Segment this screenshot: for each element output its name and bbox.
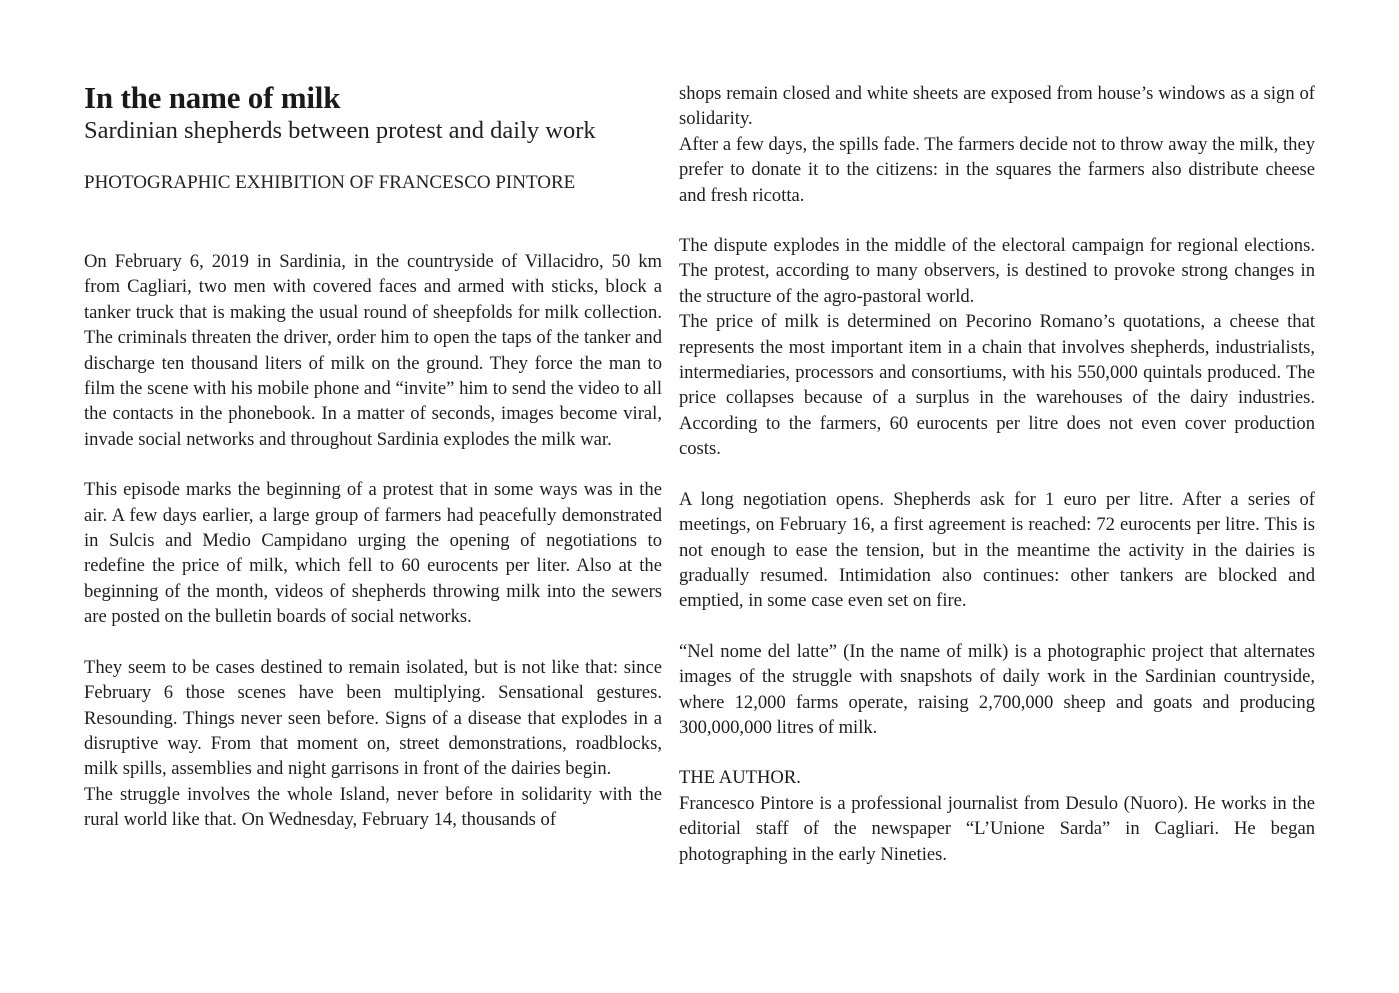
- paragraph-protest-beginning: This episode marks the beginning of a protest that in some ways was in the air. A few days earlier, a large group of farmers had peacefully demonstrated in Sulcis and Medio Campidano urging the opening of negotiations to redefine the price of milk, which fell to 60 eurocents per liter. Also at the beginning of the month, videos of shepherds throwing milk into the sewers are posted on the bulletin boards of social networks.: [84, 479, 662, 628]
- author-heading: THE AUTHOR.: [679, 767, 801, 789]
- paragraph-project: “Nel nome del latte” (In the name of milk) is a photographic project that alternates images of the struggle with snapshots of daily work in the Sardinian countryside, where 12,000 farms operate, raising 2,700,000 sheep and goats and producing 300,000,000 litres of milk.: [679, 640, 1315, 738]
- paragraph-cases: They seem to be cases destined to remain isolated, but is not like that: since February 6 those scenes have been multiplying. Sensational gestures. Resounding. Things never seen before. Signs of a disease that explodes in a disruptive way. From that moment on, street demonstrations, roadblocks, milk spills, assemblies and night garrisons in front of the dairies begin.: [84, 656, 662, 780]
- exhibition-heading: PHOTOGRAPHIC EXHIBITION OF FRANCESCO PINTORE: [84, 172, 576, 193]
- paragraph-spills-fade: After a few days, the spills fade. The farmers decide not to throw away the milk, they prefer to donate it to the citizens: in the squares the farmers also distribute cheese and fresh ricotta.: [679, 133, 1315, 206]
- right-column: [679, 81, 1315, 867]
- paragraph-struggle: The struggle involves the whole Island, never before in solidarity with the rural world like that. On Wednesday, February 14, thousands of: [84, 783, 662, 831]
- document-subtitle: Sardinian shepherds between protest and daily work: [84, 117, 596, 144]
- paragraph-price: The price of milk is determined on Pecorino Romano’s quotations, a cheese that represents the most important item in a chain that involves shepherds, industrialists, intermediaries, processors and consortiums, with his 550,000 quintals produced. The price collapses because of a surplus in the warehouses of the dairy industries. According to the farmers, 60 eurocents per litre does not even cover production costs.: [679, 311, 1315, 460]
- author-bio: Francesco Pintore is a professional journalist from Desulo (Nuoro). He works in the editorial staff of the newspaper “L’Unione Sarda” in Cagliari. He began photographing in the early Nineties.: [679, 792, 1315, 865]
- document-title: In the name of milk: [84, 80, 341, 115]
- paragraph-intro: On February 6, 2019 in Sardinia, in the countryside of Villacidro, 50 km from Cagliari, two men with covered faces and armed with sticks, block a tanker truck that is making the usual round of sheepfolds for milk collection. The criminals threaten the driver, order him to open the taps of the tanker and discharge ten thousand liters of milk on the ground. They force the man to film the scene with his mobile phone and “invite” him to send the video to all the contacts in the phonebook. In a matter of seconds, images become viral, invade social networks and throughout Sardinia explodes the milk war.: [84, 251, 662, 450]
- paragraph-dispute: The dispute explodes in the middle of the electoral campaign for regional elections. The protest, according to many observers, is destined to provoke strong changes in the structure of the agro-pastoral world.: [679, 235, 1315, 307]
- left-column: [84, 80, 662, 833]
- paragraph-negotiation: A long negotiation opens. Shepherds ask for 1 euro per litre. After a series of meetings, on February 16, a first agreement is reached: 72 eurocents per litre. This is not enough to ease the tension, but in the meantime the activity in the dairies is gradually resumed. Intimidation also continues: other tankers are blocked and emptied, in some case even set on fire.: [679, 488, 1315, 612]
- paragraph-shops-closed: shops remain closed and white sheets are exposed from house’s windows as a sign of solidarity.: [679, 83, 1315, 130]
